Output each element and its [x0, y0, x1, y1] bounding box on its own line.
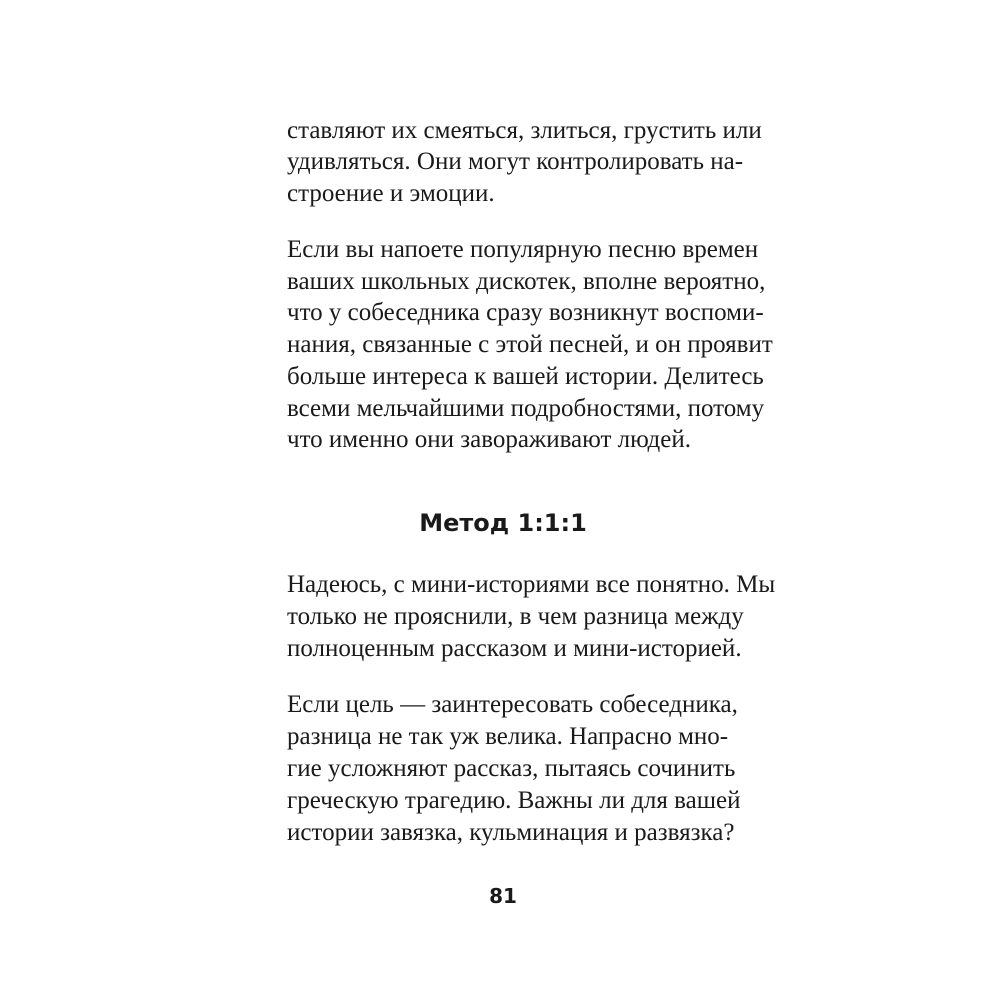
- text-line: всеми мельчайшими подробностями, потому: [287, 395, 765, 422]
- text-line: ваших школьных дискотек, вполне вероятно,: [287, 268, 766, 295]
- text-line: Надеюсь, с мини-историями все понятно. Мы: [287, 571, 776, 598]
- page-number: 81: [489, 884, 517, 908]
- text-line: греческую трагедию. Важны ли для вашей: [287, 787, 741, 814]
- text-line: гие усложняют рассказ, пытаясь сочинить: [287, 755, 736, 782]
- section-heading: Метод 1:1:1: [419, 509, 587, 537]
- text-line: что у собеседника сразу возникнут воспоми-: [287, 299, 764, 326]
- text-line: полноценным рассказом и мини-историей.: [287, 635, 742, 662]
- text-line: строение и эмоции.: [287, 180, 495, 207]
- text-line: Если цель — заинтересовать собеседника,: [287, 691, 738, 718]
- text-line: что именно они завораживают людей.: [287, 426, 692, 453]
- text-line: удивляться. Они могут контролировать на-: [287, 148, 744, 175]
- text-line: Если вы напоете популярную песню времен: [287, 236, 759, 263]
- text-line: нания, связанные с этой песней, и он проявит: [287, 331, 773, 358]
- text-line: истории завязка, кульминация и развязка?: [287, 819, 735, 846]
- text-line: разница не так уж велика. Напрасно мно-: [287, 723, 729, 750]
- text-line: больше интереса к вашей истории. Делитесь: [287, 363, 764, 390]
- text-line: только не прояснили, в чем разница между: [287, 603, 744, 630]
- text-line: ставляют их смеяться, злиться, грустить или: [287, 117, 762, 144]
